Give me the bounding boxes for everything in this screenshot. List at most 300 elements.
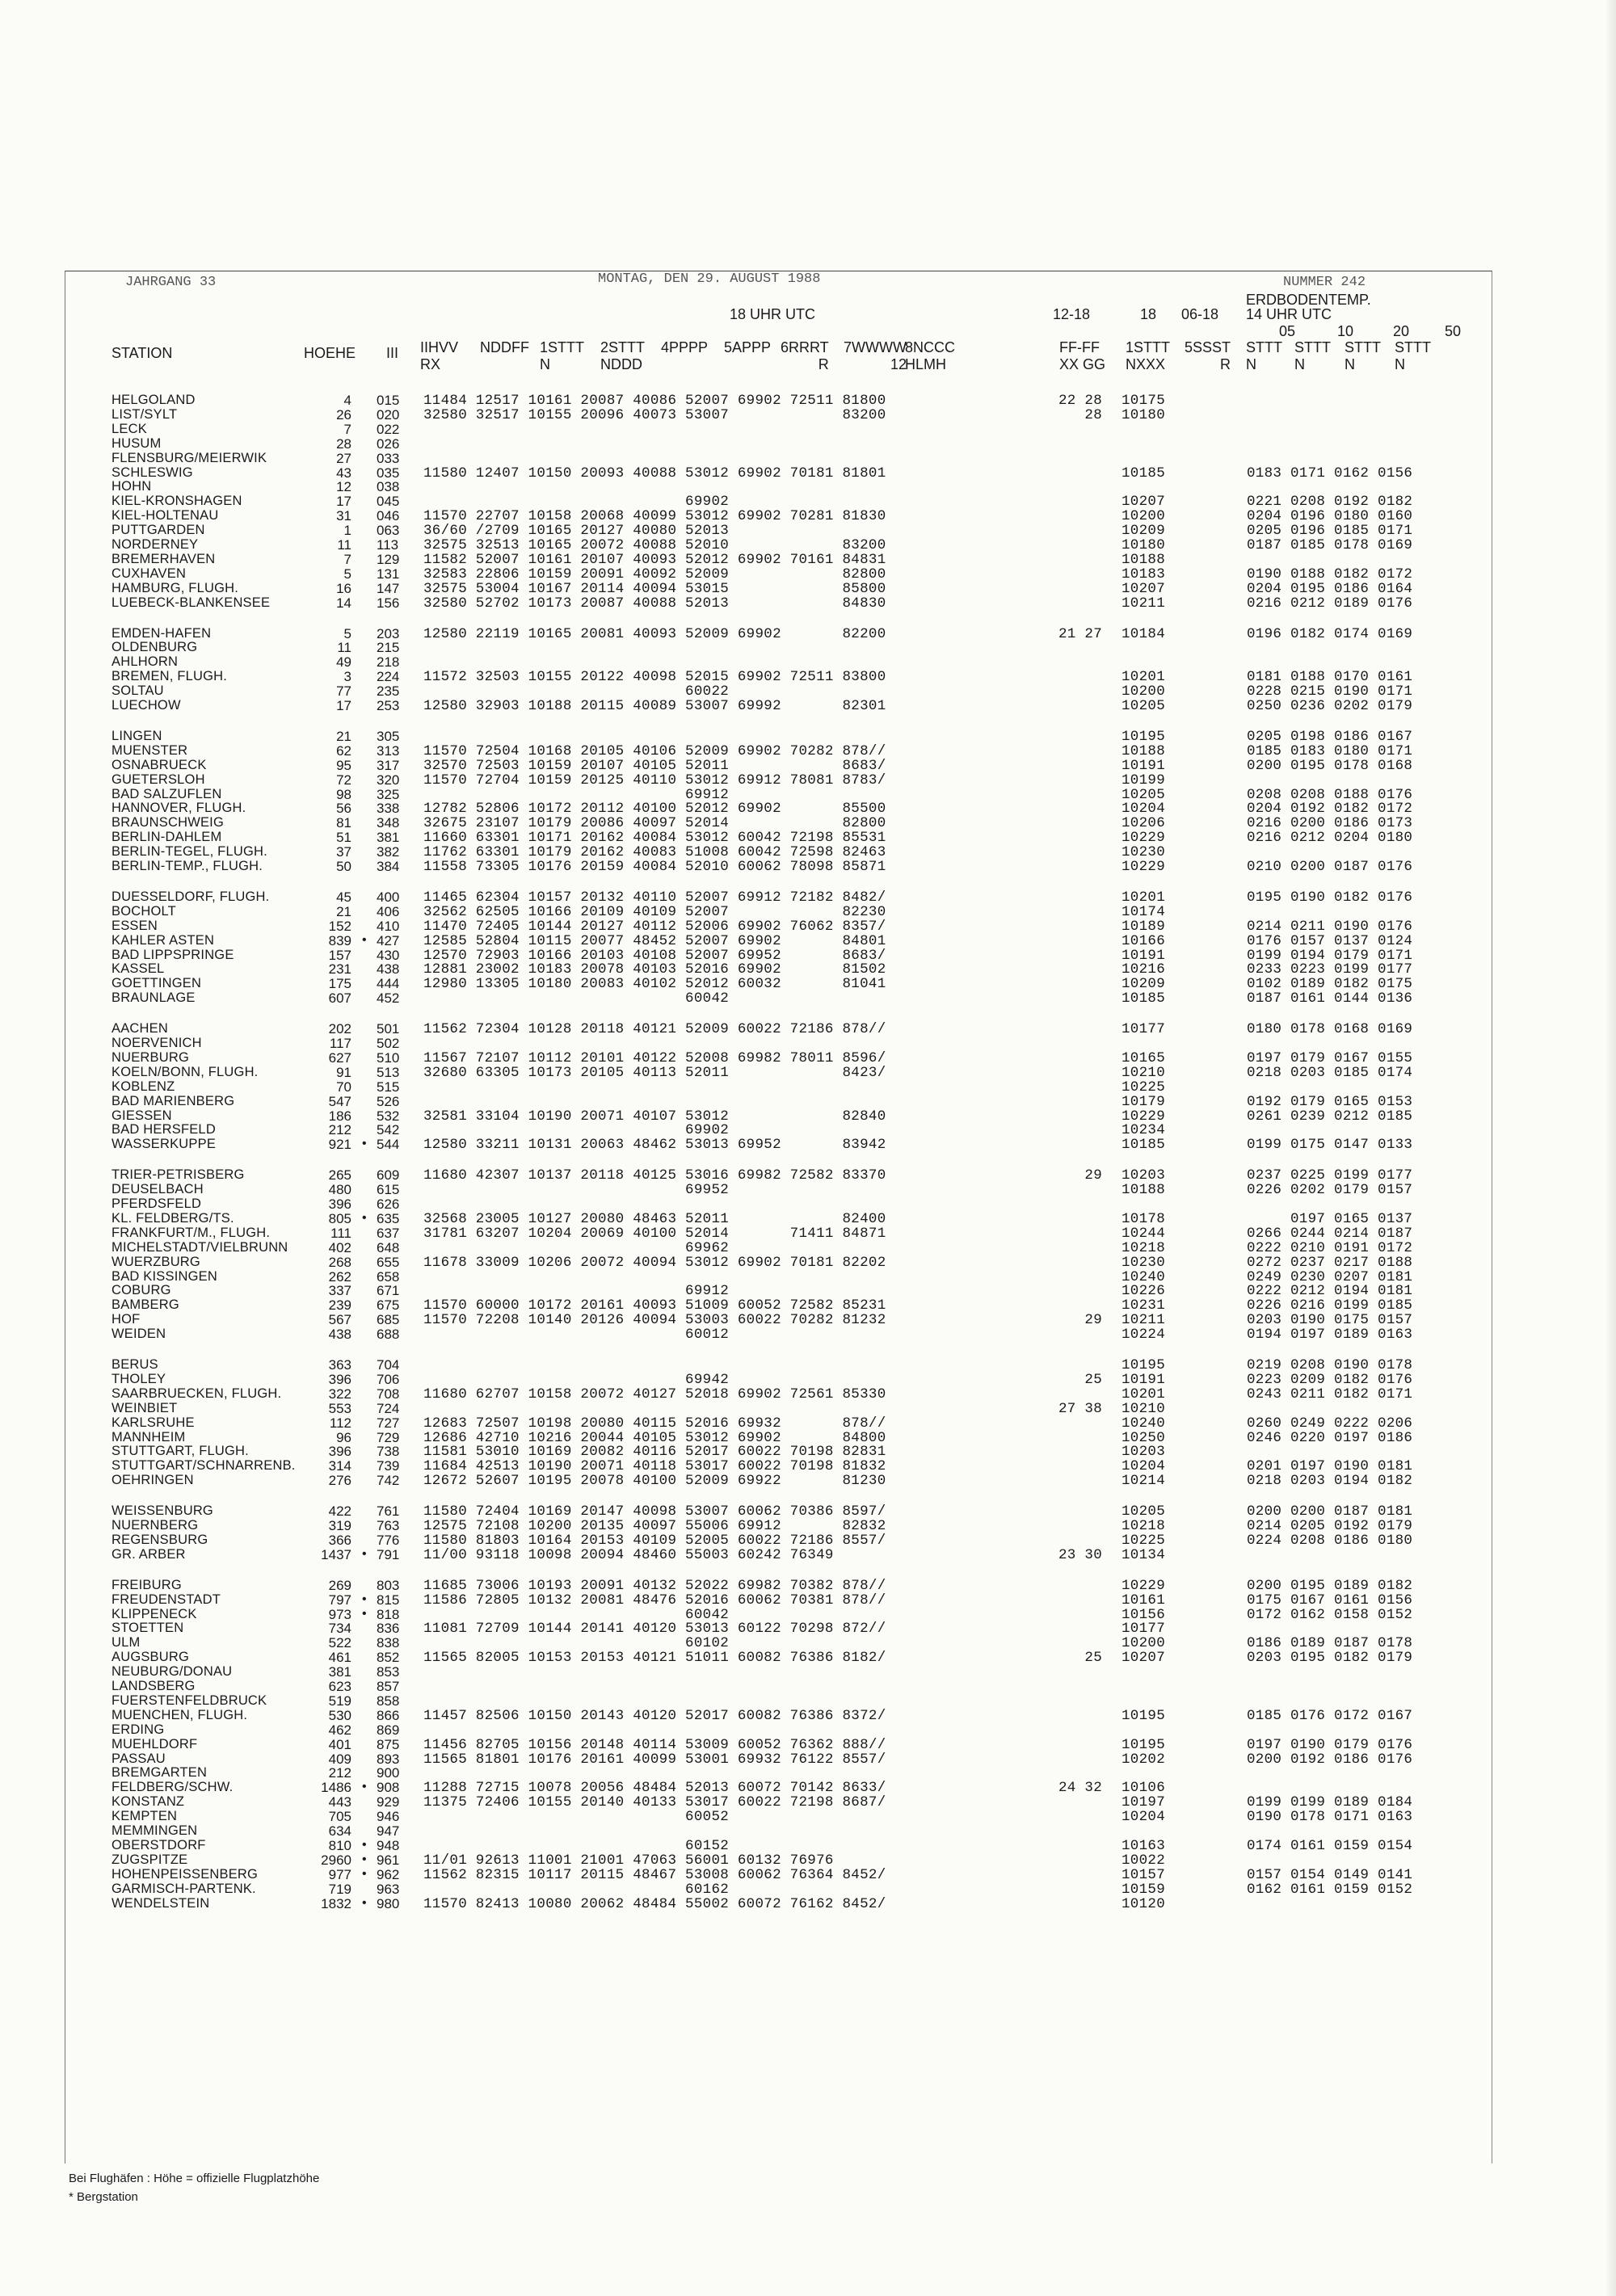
- station-id: 147: [377, 580, 400, 596]
- station-id: 542: [377, 1122, 400, 1138]
- station-hoehe: 1437: [321, 1546, 351, 1562]
- page-edge-shadow: [1605, 0, 1616, 2296]
- station-hoehe: 462: [328, 1722, 351, 1738]
- station-hoehe: 175: [328, 976, 351, 992]
- station-id: 218: [377, 654, 400, 671]
- station-id: 609: [377, 1167, 400, 1184]
- station-id: 738: [377, 1444, 400, 1460]
- station-hoehe: 43: [336, 465, 351, 481]
- station-id: 113: [377, 537, 399, 553]
- station-name: LUEBECK-BLANKENSEE: [112, 595, 271, 610]
- station-hoehe: 91: [336, 1064, 351, 1080]
- col-h11-bottom: NXXX: [1126, 356, 1166, 372]
- col-h2: [480, 339, 529, 356]
- station-name: HANNOVER, FLUGH.: [112, 801, 246, 816]
- station-id: 838: [377, 1635, 400, 1651]
- station-hoehe: 519: [328, 1693, 351, 1709]
- station-name: FRANKFURT/M., FLUGH.: [112, 1225, 271, 1240]
- col-h9: [905, 339, 955, 373]
- station-hoehe: 81: [336, 815, 351, 831]
- station-name: COBURG: [112, 1283, 171, 1298]
- station-name: LUECHOW: [112, 698, 181, 713]
- station-id: 317: [377, 757, 400, 773]
- col-h5: [661, 339, 708, 356]
- station-name: BAD MARIENBERG: [112, 1093, 235, 1108]
- temp-18: 10184: [1122, 625, 1166, 642]
- station-hoehe: 95: [336, 757, 351, 773]
- station-id: 510: [377, 1049, 400, 1066]
- temp-18: 10200: [1122, 1635, 1166, 1652]
- station-name: MEMMINGEN: [112, 1823, 198, 1838]
- station-hoehe: 50: [336, 859, 351, 874]
- station-hoehe: 262: [328, 1268, 351, 1285]
- station-name: DUESSELDORF, FLUGH.: [112, 889, 270, 904]
- station-name: MUEHLDORF: [112, 1736, 198, 1751]
- synop-groups: 12686 42710 10216 20044 40105 53012 69902 84800: [423, 1429, 886, 1446]
- station-id: 444: [377, 976, 400, 992]
- station-id: 857: [377, 1679, 400, 1694]
- temp-18: 10204: [1122, 801, 1166, 818]
- station-id: 675: [377, 1297, 400, 1314]
- station-hoehe: 276: [328, 1473, 351, 1489]
- station-name: HOHENPEISSENBERG: [112, 1866, 259, 1882]
- station-name: BERLIN-TEGEL, FLUGH.: [112, 844, 267, 860]
- gust-ff: 25: [1058, 1650, 1103, 1667]
- temp-18: 10231: [1122, 1297, 1166, 1314]
- synop-groups: 11586 72805 10132 20081 48476 52016 60062 70381 878//: [423, 1592, 886, 1608]
- synop-groups: 11680 62707 10158 20072 40127 52018 69902 72561 85330: [423, 1386, 886, 1402]
- station-name: KOELN/BONN, FLUGH.: [112, 1064, 259, 1079]
- station-name: GIESSEN: [112, 1108, 172, 1123]
- station-hoehe: 705: [328, 1809, 351, 1825]
- station-hoehe: 402: [328, 1239, 351, 1255]
- synop-groups: 11580 81803 10164 20153 40109 52005 60022 72186 8557/: [423, 1532, 886, 1549]
- station-id: 224: [377, 669, 400, 685]
- soil-temps: 0201 0197 0190 0181: [1247, 1458, 1413, 1475]
- station-name: LIST/SYLT: [112, 406, 178, 422]
- station-name: STUTTGART/SCHNARRENB.: [112, 1458, 296, 1474]
- station-id: 947: [377, 1823, 400, 1839]
- station-hoehe: 319: [328, 1518, 351, 1533]
- station-name: BREMEN, FLUGH.: [112, 669, 228, 684]
- station-id: 929: [377, 1794, 400, 1810]
- soil-temps: 0102 0189 0182 0175: [1247, 976, 1413, 993]
- synop-groups: 11570 82413 10080 20062 48484 55002 60072 76162 8452/: [423, 1895, 886, 1912]
- station-name: NORDERNEY: [112, 537, 199, 552]
- station-name: DEUSELBACH: [112, 1182, 204, 1197]
- temp-18: 10211: [1122, 1312, 1166, 1329]
- station-id: 026: [377, 435, 400, 452]
- synop-groups: 11685 73006 10193 20091 40132 52022 69982 70382 878//: [423, 1577, 886, 1594]
- temp-18: 10022: [1122, 1852, 1166, 1869]
- station-hoehe: 7: [343, 551, 351, 567]
- col-h9-top: 8NCCC: [905, 339, 956, 355]
- synop-groups: 11582 52007 10161 20107 40093 52012 69902 70161 84831: [423, 551, 886, 568]
- synop-groups: 11572 32503 10155 20122 40098 52015 69902 72511 83800: [423, 669, 886, 686]
- soil-temps: 0216 0212 0189 0176: [1247, 595, 1413, 612]
- temp-18: 10204: [1122, 1458, 1166, 1475]
- col-h4: [600, 339, 645, 373]
- station-hoehe: 21: [336, 728, 351, 744]
- soil-temps: 0216 0200 0186 0173: [1247, 815, 1413, 832]
- synop-groups: 12672 52607 10195 20078 40100 52009 69922 81230: [423, 1473, 886, 1490]
- station-id: 706: [377, 1371, 400, 1387]
- footnote-airports: Bei Flughäfen : Höhe = offizielle Flugplatzhöhe: [69, 2172, 320, 2185]
- station-id: 615: [377, 1182, 400, 1198]
- station-name: FREIBURG: [112, 1577, 182, 1592]
- station-id: 045: [377, 494, 400, 510]
- gust-ff: 25: [1058, 1371, 1103, 1388]
- station-id: 320: [377, 772, 400, 788]
- station-hoehe: 547: [328, 1093, 351, 1109]
- station-name: BREMERHAVEN: [112, 551, 216, 566]
- station-id: 382: [377, 844, 400, 860]
- station-hoehe: 212: [328, 1765, 351, 1781]
- station-hoehe: 31: [336, 508, 351, 524]
- synop-groups: 12580 32903 10188 20115 40089 53007 69992 82301: [423, 698, 886, 714]
- col-h11: [1126, 339, 1170, 373]
- mountain-station-marker: •: [362, 1592, 367, 1606]
- temp-18: 10250: [1122, 1429, 1166, 1446]
- temp-18: 10175: [1122, 393, 1166, 409]
- temp-18: 10185: [1122, 990, 1166, 1007]
- temp-18: 10205: [1122, 698, 1166, 714]
- station-id: 502: [377, 1036, 400, 1051]
- col-hoehe: HOEHE: [304, 345, 356, 361]
- station-hoehe: 480: [328, 1182, 351, 1198]
- synop-groups: 11456 82705 10156 20148 40114 53009 60052 76362 888//: [423, 1736, 886, 1753]
- temp-18: 10134: [1122, 1546, 1166, 1563]
- station-name: PASSAU: [112, 1751, 166, 1766]
- station-hoehe: 634: [328, 1823, 351, 1839]
- station-id: 015: [377, 393, 400, 408]
- temp-18: 10195: [1122, 1707, 1166, 1724]
- gust-ff: 21 27: [1058, 625, 1103, 642]
- temp-18: 10188: [1122, 1182, 1166, 1199]
- station-hoehe: 45: [336, 889, 351, 905]
- station-name: TRIER-PETRISBERG: [112, 1167, 245, 1183]
- temp-18: 10185: [1122, 1137, 1166, 1154]
- temp-18: 10195: [1122, 1357, 1166, 1373]
- mountain-station-marker: •: [362, 1137, 367, 1151]
- station-id: 384: [377, 859, 400, 874]
- temp-18: 10229: [1122, 1108, 1166, 1125]
- station-hoehe: 797: [328, 1592, 351, 1608]
- station-name: BRAUNLAGE: [112, 990, 196, 1006]
- station-hoehe: 2960: [321, 1852, 351, 1868]
- station-id: 853: [377, 1664, 400, 1680]
- station-hoehe: 14: [336, 595, 351, 611]
- station-name: BREMGARTEN: [112, 1765, 208, 1781]
- temp-18: 10191: [1122, 947, 1166, 964]
- temp-18: 10229: [1122, 830, 1166, 847]
- station-name: KARLSRUHE: [112, 1415, 195, 1430]
- synop-groups: 69952: [423, 1182, 730, 1199]
- station-id: 427: [377, 932, 400, 948]
- col-h3-top: 1STTT: [540, 339, 585, 355]
- station-id: 963: [377, 1881, 400, 1897]
- mountain-station-marker: •: [362, 1210, 367, 1225]
- soil-temps: 0222 0212 0194 0181: [1247, 1283, 1413, 1300]
- col-h13: [1246, 339, 1282, 373]
- station-hoehe: 152: [328, 918, 351, 934]
- nummer: NUMMER 242: [1283, 275, 1366, 290]
- col-h6-top: 5APPP: [724, 339, 772, 355]
- station-hoehe: 37: [336, 844, 351, 860]
- station-hoehe: 607: [328, 990, 351, 1007]
- station-id: 020: [377, 406, 400, 423]
- station-hoehe: 396: [328, 1371, 351, 1387]
- temp-18: 10156: [1122, 1606, 1166, 1623]
- station-hoehe: 409: [328, 1751, 351, 1767]
- col-h13-top: STTT: [1246, 339, 1282, 355]
- temp-18: 10207: [1122, 580, 1166, 597]
- col-h11-top: 1STTT: [1126, 339, 1171, 355]
- station-hoehe: 12: [336, 479, 351, 495]
- station-name: MICHELSTADT/VIELBRUNN: [112, 1239, 288, 1255]
- synop-groups: 60042: [423, 1606, 730, 1623]
- station-hoehe: 239: [328, 1297, 351, 1314]
- station-hoehe: 11: [337, 640, 351, 656]
- station-hoehe: 627: [328, 1049, 351, 1066]
- station-name: KAHLER ASTEN: [112, 932, 215, 948]
- synop-groups: 11570 22707 10158 20068 40099 53012 69902 70281 81830: [423, 508, 886, 525]
- synop-groups: 11684 42513 10190 20071 40118 53017 60022 70198 81832: [423, 1458, 886, 1475]
- station-name: BERLIN-TEMP., FLUGH.: [112, 859, 263, 873]
- station-name: THOLEY: [112, 1371, 166, 1386]
- station-name: WENDELSTEIN: [112, 1895, 210, 1911]
- soil-temps: 0181 0188 0170 0161: [1247, 669, 1413, 686]
- temp-18: 10157: [1122, 1866, 1166, 1883]
- station-name: BAD LIPPSPRINGE: [112, 947, 234, 962]
- temp-18: 10210: [1122, 1400, 1166, 1417]
- synop-groups: 60012: [423, 1327, 730, 1344]
- station-hoehe: 269: [328, 1577, 351, 1593]
- col-h8-top: 7WWWW: [844, 339, 907, 355]
- station-id: 046: [377, 508, 400, 524]
- depth-20: 20: [1393, 323, 1410, 339]
- station-hoehe: 810: [328, 1837, 351, 1853]
- synop-groups: 11581 53010 10169 20082 40116 52017 60022 70198 82831: [423, 1444, 886, 1461]
- station-id: 038: [377, 479, 400, 495]
- synop-groups: 32575 32513 10165 20072 40088 52010 83200: [423, 537, 886, 553]
- station-name: FUERSTENFELDBRUCK: [112, 1693, 267, 1708]
- col-h9-bottom: HLMH: [905, 356, 947, 372]
- temp-18: 10106: [1122, 1780, 1166, 1797]
- synop-groups: 32675 23107 10179 20086 40097 52014 82800: [423, 815, 886, 832]
- synop-groups: 11660 63301 10171 20162 40084 53012 60042 72198 85531: [423, 830, 886, 847]
- station-hoehe: 5: [343, 625, 351, 641]
- soil-temps: 0197 0165 0137: [1247, 1210, 1413, 1227]
- station-hoehe: 11: [337, 537, 351, 553]
- station-id: 858: [377, 1693, 400, 1709]
- soil-temps: 0261 0239 0212 0185: [1247, 1108, 1413, 1125]
- station-hoehe: 443: [328, 1794, 351, 1810]
- station-id: 708: [377, 1386, 400, 1402]
- station-id: 648: [377, 1239, 400, 1255]
- synop-groups: 60042: [423, 990, 730, 1007]
- station-name: KEMPTEN: [112, 1809, 178, 1824]
- synop-groups: 12782 52806 10172 20112 40100 52012 69902 85500: [423, 801, 886, 818]
- soil-temps: 0226 0216 0199 0185: [1247, 1297, 1413, 1314]
- temp-18: 10234: [1122, 1122, 1166, 1139]
- station-id: 791: [377, 1546, 400, 1562]
- station-name: KONSTANZ: [112, 1794, 185, 1810]
- gust-ff: 24 32: [1058, 1780, 1103, 1797]
- synop-groups: 11678 33009 10206 20072 40094 53012 69902 70181 82202: [423, 1254, 886, 1271]
- soil-temps: 0187 0161 0144 0136: [1247, 990, 1413, 1007]
- station-hoehe: 461: [328, 1650, 351, 1666]
- station-id: 544: [377, 1137, 400, 1153]
- station-hoehe: 438: [328, 1327, 351, 1343]
- synop-groups: 11567 72107 10112 20101 40122 52008 69982 78011 8596/: [423, 1049, 886, 1066]
- temp-18: 10200: [1122, 508, 1166, 525]
- station-hoehe: 396: [328, 1444, 351, 1460]
- footnote-mountain: * Bergstation: [69, 2190, 138, 2204]
- soil-temps: 0272 0237 0217 0188: [1247, 1254, 1413, 1271]
- station-id: 776: [377, 1532, 400, 1548]
- synop-groups: 32580 52702 10173 20087 40088 52013 84830: [423, 595, 886, 612]
- synop-groups: 11570 72208 10140 20126 40094 53003 60022 70282 81232: [423, 1312, 886, 1329]
- station-id: 815: [377, 1592, 400, 1608]
- station-id: 033: [377, 450, 400, 466]
- station-name: KLIPPENECK: [112, 1606, 197, 1621]
- station-id: 156: [377, 595, 400, 611]
- soil-temps: 0176 0157 0137 0124: [1247, 932, 1413, 949]
- col-h13-bottom: N: [1246, 356, 1256, 372]
- synop-groups: 32575 53004 10167 20114 40094 53015 85800: [423, 580, 886, 597]
- station-name: BAMBERG: [112, 1297, 179, 1313]
- soil-temps: 0243 0211 0182 0171: [1247, 1386, 1413, 1402]
- col-h4-top: 2STTT: [600, 339, 646, 355]
- soil-temps: 0185 0176 0172 0167: [1247, 1707, 1413, 1724]
- station-name: AUGSBURG: [112, 1650, 190, 1665]
- station-name: KL. FELDBERG/TS.: [112, 1210, 234, 1226]
- station-name: HELGOLAND: [112, 393, 196, 407]
- temp-18: 10218: [1122, 1239, 1166, 1256]
- station-id: 961: [377, 1852, 400, 1868]
- station-hoehe: 265: [328, 1167, 351, 1184]
- synop-groups: 32680 63305 10173 20105 40113 52011 8423/: [423, 1064, 886, 1081]
- station-id: 908: [377, 1780, 400, 1796]
- station-hoehe: 96: [336, 1429, 351, 1445]
- station-name: HOHN: [112, 479, 152, 494]
- station-name: OSNABRUECK: [112, 757, 207, 772]
- station-id: 129: [377, 551, 400, 567]
- temp-18: 10216: [1122, 961, 1166, 978]
- temp-18: 10225: [1122, 1532, 1166, 1549]
- station-id: 325: [377, 786, 400, 802]
- station-id: 869: [377, 1722, 400, 1738]
- synop-groups: 11570 60000 10172 20161 40093 51009 60052 72582 85231: [423, 1297, 886, 1314]
- soil-temps: 0190 0188 0182 0172: [1247, 566, 1413, 582]
- station-name: FLENSBURG/MEIERWIK: [112, 450, 267, 465]
- station-id: 803: [377, 1577, 400, 1593]
- synop-groups: 32580 32517 10155 20096 40073 53007 83200: [423, 406, 886, 423]
- station-hoehe: 70: [336, 1079, 351, 1095]
- synop-groups: 11081 72709 10144 20141 40120 53013 60122 70298 872//: [423, 1621, 886, 1638]
- station-name: BAD HERSFELD: [112, 1122, 216, 1137]
- mountain-station-marker: •: [362, 1546, 367, 1561]
- temp-18: 10180: [1122, 406, 1166, 423]
- station-id: 655: [377, 1254, 400, 1270]
- col-h8: [844, 339, 907, 373]
- range-06-18: 06-18: [1181, 306, 1219, 322]
- station-name: KOBLENZ: [112, 1079, 175, 1094]
- col-h7: [781, 339, 829, 373]
- synop-groups: 11562 72304 10128 20118 40121 52009 60022 72186 878//: [423, 1021, 886, 1038]
- temp-18: 10230: [1122, 1254, 1166, 1271]
- station-name: FREUDENSTADT: [112, 1592, 221, 1607]
- station-hoehe: 553: [328, 1400, 351, 1416]
- temp-18: 10197: [1122, 1794, 1166, 1811]
- station-hoehe: 117: [329, 1036, 351, 1051]
- station-hoehe: 212: [328, 1122, 351, 1138]
- soil-temps: 0214 0205 0192 0179: [1247, 1518, 1413, 1534]
- temp-18: 10120: [1122, 1895, 1166, 1912]
- temp-18: 10195: [1122, 728, 1166, 745]
- station-id: 501: [377, 1021, 400, 1037]
- station-id: 818: [377, 1606, 400, 1622]
- synop-groups: 60022: [423, 683, 730, 700]
- col-h6: [724, 339, 771, 356]
- temp-18: 10191: [1122, 1371, 1166, 1388]
- depth-50: 50: [1445, 323, 1462, 339]
- soil-temps: 0162 0161 0159 0152: [1247, 1881, 1413, 1898]
- gust-ff: 28: [1058, 406, 1103, 423]
- col-h12: [1185, 339, 1231, 373]
- temp-18: 10214: [1122, 1473, 1166, 1490]
- soil-temps: 0216 0212 0204 0180: [1247, 830, 1413, 847]
- soil-temps: 0197 0179 0167 0155: [1247, 1049, 1413, 1066]
- jahrgang: JAHRGANG 33: [125, 275, 217, 290]
- synop-groups: 11680 42307 10137 20118 40125 53016 69982 72582 83370: [423, 1167, 886, 1184]
- station-id: 637: [377, 1225, 400, 1241]
- station-id: 875: [377, 1736, 400, 1752]
- station-hoehe: 157: [328, 947, 351, 963]
- col-h3-bottom: N: [540, 356, 550, 372]
- station-name: AACHEN: [112, 1021, 168, 1037]
- soil-temps: 0185 0183 0180 0171: [1247, 742, 1413, 759]
- temp-18: 10244: [1122, 1225, 1166, 1242]
- temp-18: 10204: [1122, 1809, 1166, 1826]
- station-hoehe: 314: [328, 1458, 351, 1474]
- mountain-station-marker: •: [362, 1606, 367, 1621]
- synop-groups: 11457 82506 10150 20143 40120 52017 60082 76386 8372/: [423, 1707, 886, 1724]
- station-name: AHLHORN: [112, 654, 179, 670]
- soil-temps: 0205 0196 0185 0171: [1247, 523, 1413, 540]
- station-hoehe: 62: [336, 742, 351, 759]
- mountain-station-marker: •: [362, 1866, 367, 1881]
- station-hoehe: 72: [336, 772, 351, 788]
- synop-groups: 11570 72704 10159 20125 40110 53012 69912 78081 8783/: [423, 772, 886, 788]
- soil-temps: 0266 0244 0214 0187: [1247, 1225, 1413, 1242]
- station-name: WASSERKUPPE: [112, 1137, 217, 1152]
- temp-18: 10209: [1122, 523, 1166, 540]
- synop-groups: 11762 63301 10179 20162 40083 51008 60042 72598 82463: [423, 844, 886, 861]
- station-id: 946: [377, 1809, 400, 1825]
- temp-18: 10200: [1122, 683, 1166, 700]
- station-name: FELDBERG/SCHW.: [112, 1780, 234, 1795]
- soil-temps: 0223 0209 0182 0176: [1247, 1371, 1413, 1388]
- station-id: 852: [377, 1650, 400, 1666]
- synop-groups: 11288 72715 10078 20056 48484 52013 60072 70142 8633/: [423, 1780, 886, 1797]
- temp-18: 10207: [1122, 494, 1166, 511]
- synop-groups: 12881 23002 10183 20078 40103 52016 69902 81502: [423, 961, 886, 978]
- soil-temps: 0186 0189 0187 0178: [1247, 1635, 1413, 1652]
- station-hoehe: 77: [336, 683, 351, 700]
- col-h16-bottom: N: [1395, 356, 1405, 372]
